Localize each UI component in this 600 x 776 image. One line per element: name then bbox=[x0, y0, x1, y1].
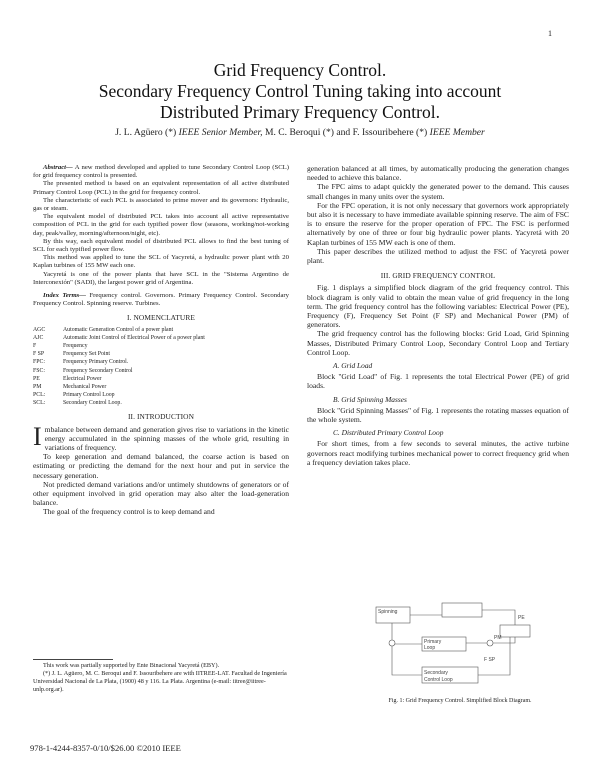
title-line-1: Grid Frequency Control. bbox=[213, 60, 387, 80]
nomenclature-definition: Automatic Joint Control of Electrical Power of a power plant bbox=[63, 335, 205, 342]
figure-label-1: Primary bbox=[424, 639, 442, 645]
paper-title bbox=[0, 60, 600, 123]
block-diagram-figure bbox=[370, 599, 540, 691]
footnote-rule bbox=[33, 659, 113, 660]
author-1-role: IEEE Senior Member, bbox=[178, 127, 263, 138]
author-2: M. C. Beroqui (*) and F. Issouribehere (*) bbox=[264, 127, 428, 138]
intro-p1: Imbalance between demand and generation gives rise to variations in the kinetic energy accumulated in the spinning masses of the whole grid, resulting in variations of frequency. bbox=[33, 421, 289, 452]
nomenclature-abbr: PCL: bbox=[33, 391, 46, 398]
figure-label-5: PE bbox=[518, 615, 525, 621]
right-p6: The grid frequency control has the following blocks: Grid Load, Grid Spinning Masses, Distributed Primary Control Loop, Secondary Control Loop and Tertiary Control Loop. bbox=[307, 329, 569, 357]
right-p5: Fig. 1 displays a simplified block diagram of the grid frequency control. This block diagram is only valid to obtain the mean value of grid frequency in the long term. The grid frequency control has the following variables: Electrical Power (PE), Frequency (F), Frequency Set Point (F SP) and Mechanical Power (PM) of generators. bbox=[307, 283, 569, 330]
right-p4: This paper describes the utilized method to adjust the FSC of Yacyretá power plant. bbox=[307, 246, 569, 266]
figure-label-0: Spinning bbox=[378, 609, 398, 615]
dropcap: I bbox=[33, 421, 42, 451]
abstract-p7: Yacyretá is one of the power plants that have SCL in the "Sistema Argentino de Interconexión" (SADI), the largest power grid of Argentina. bbox=[33, 270, 289, 286]
footnote bbox=[33, 662, 289, 694]
nomenclature-abbr: PM bbox=[33, 383, 42, 390]
right-p3: For the FPC operation, it is not only necessary that governors work appropriately but also it is necessary to have immediate available spinning reserve. The aim of FSC is to ensure the reserve for the proper operation of FPC. The FSC is performed alternatively by one of three or four big hydraulic power plants. Yacyretá with 20 Kaplan turbines of 155 MW each is one of them. bbox=[307, 200, 569, 247]
figure-label-6: Secondary bbox=[424, 670, 448, 676]
copyright-notice: 978-1-4244-8357-0/10/$26.00 ©2010 IEEE bbox=[30, 743, 181, 753]
right-p9: For short times, from a few seconds to several minutes, the active turbine governors react modifying turbines mechanical power to correct frequency grid when a frequency deviation takes place. bbox=[307, 439, 569, 467]
figure-label-2: Loop bbox=[424, 645, 436, 651]
author-line bbox=[20, 127, 580, 138]
nomenclature-definition: Automatic Generation Control of a power plant bbox=[63, 327, 174, 334]
index-terms: Index Terms— Frequency control. Governors. Primary Frequency Control. Secondary Frequency Control. Spinning reserve. Turbines. bbox=[33, 292, 289, 308]
nomenclature-abbr: AGC bbox=[33, 327, 46, 334]
right-column bbox=[307, 164, 569, 467]
abstract-p4: The equivalent model of distributed PCL takes into account all active representative composition of PCL in the grid for each typified power flow (seasons, working/not-working day, peak/valley, morning/afternoon/night, etc). bbox=[33, 213, 289, 237]
grid-load-block bbox=[442, 603, 482, 617]
footnote-2: (*) J. L. Agüero, M. C. Beroqui and F. Issouribehere are with IITREE-LAT. Facultad de Ingeniería Universidad Nacional de La Plata, (1900) 48 y 116. La Plata. Argentina (e-mail: iitree@iitree-unlp.org.ar). bbox=[33, 669, 287, 693]
subsection-grid-spinning-masses: B. Grid Spinning Masses bbox=[333, 394, 407, 404]
nomenclature-abbr: SCL: bbox=[33, 399, 46, 406]
figure-caption: Fig. 1: Grid Frequency Control. Simplified Block Diagram. bbox=[388, 698, 532, 704]
intro-p4: The goal of the frequency control is to keep demand and bbox=[43, 507, 215, 517]
nomenclature-abbr: FSC: bbox=[33, 367, 45, 374]
figure-label-4: F SP bbox=[484, 657, 496, 663]
subsection-grid-load: A. Grid Load bbox=[333, 361, 373, 371]
title-line-3: Distributed Primary Frequency Control. bbox=[160, 102, 440, 122]
right-p1: generation balanced at all times, by automatically producing the generation changes needed to achieve this balance. bbox=[307, 164, 569, 183]
nomenclature-definition: Mechanical Power bbox=[63, 383, 107, 390]
figure-label-3: PM bbox=[494, 635, 502, 641]
nomenclature-definition: Primary Control Loop bbox=[63, 391, 115, 398]
abstract-p3: The characteristic of each PCL is associated to prime mover and its governors: Hydraulic, gas or steam. bbox=[33, 196, 289, 213]
right-p2: The FPC aims to adapt quickly the generated power to the demand. This causes small changes in many units over the system. bbox=[307, 182, 569, 201]
sum-node-2 bbox=[389, 640, 395, 646]
left-column bbox=[33, 164, 289, 517]
nomenclature-definition: Frequency bbox=[63, 343, 88, 350]
nomenclature-abbr: PE bbox=[33, 375, 40, 382]
section-introduction: II. INTRODUCTION bbox=[127, 411, 195, 421]
right-p8: Block "Grid Spinning Masses" of Fig. 1 represents the rotating masses equation of the whole system. bbox=[307, 405, 569, 425]
nomenclature-definition: Electrical Power bbox=[63, 375, 102, 382]
intro-p3: Not predicted demand variations and/or untimely shutdowns of generators or of other equipment involved in grid operation may also alter the load-generation balance. bbox=[33, 479, 289, 508]
abstract-p1: Abstract— A new method developed and applied to tune Secondary Control Loop (SCL) for grid frequency control is presented. bbox=[33, 164, 289, 180]
nomenclature-definition: Frequency Secondary Control bbox=[63, 367, 133, 374]
sum-node bbox=[487, 640, 493, 646]
nomenclature-definition: Secondary Control Loop. bbox=[63, 399, 122, 406]
abstract bbox=[33, 164, 289, 308]
page-number: 1 bbox=[548, 29, 552, 38]
nomenclature-abbr: AJC bbox=[33, 335, 44, 342]
intro-p2: To keep generation and demand balanced, the coarse action is based on estimating or predicting the demand for the next hour and put in service the necessary generation. bbox=[33, 452, 289, 480]
abstract-p6: This method was applied to tune the SCL of Yacyretá, a hydraulic power plant with 20 Kaplan turbines of 155 MW each one. bbox=[33, 254, 289, 270]
nomenclature-definition: Frequency Set Point bbox=[63, 351, 111, 358]
section-grid-frequency-control: III. GRID FREQUENCY CONTROL bbox=[380, 271, 496, 281]
nomenclature-abbr: FPC: bbox=[33, 359, 45, 366]
footnote-1: This work was partially supported by Ente Binacional Yacyretá (EBY). bbox=[43, 662, 220, 669]
abstract-p2: The presented method is based on an equivalent representation of all active distributed Primary Control Loop (PCL) in the grid for frequency control. bbox=[33, 180, 289, 196]
right-p7: Block "Grid Load" of Fig. 1 represents the total Electrical Power (PE) of grid loads. bbox=[307, 372, 569, 391]
title-line-2: Secondary Frequency Control Tuning taking into account bbox=[98, 81, 502, 101]
nomenclature-abbr: F bbox=[33, 343, 37, 350]
nomenclature-list bbox=[33, 326, 289, 407]
summing-block bbox=[500, 625, 530, 637]
author-1: J. L. Agüero (*) bbox=[115, 127, 177, 138]
nomenclature-abbr: F SP bbox=[33, 351, 45, 358]
author-2-role: IEEE Member bbox=[429, 127, 485, 138]
nomenclature-definition: Frequency Primary Control. bbox=[63, 359, 129, 366]
subsection-distributed-pcl: C. Distributed Primary Control Loop bbox=[333, 428, 444, 438]
abstract-p5: By this way, each equivalent model of distributed PCL allows to find the best tuning of SCL for each typified power flow. bbox=[33, 237, 289, 254]
introduction-body bbox=[33, 421, 289, 517]
figure-label-7: Control Loop bbox=[424, 677, 453, 683]
section-nomenclature: I. NOMENCLATURE bbox=[126, 313, 195, 323]
